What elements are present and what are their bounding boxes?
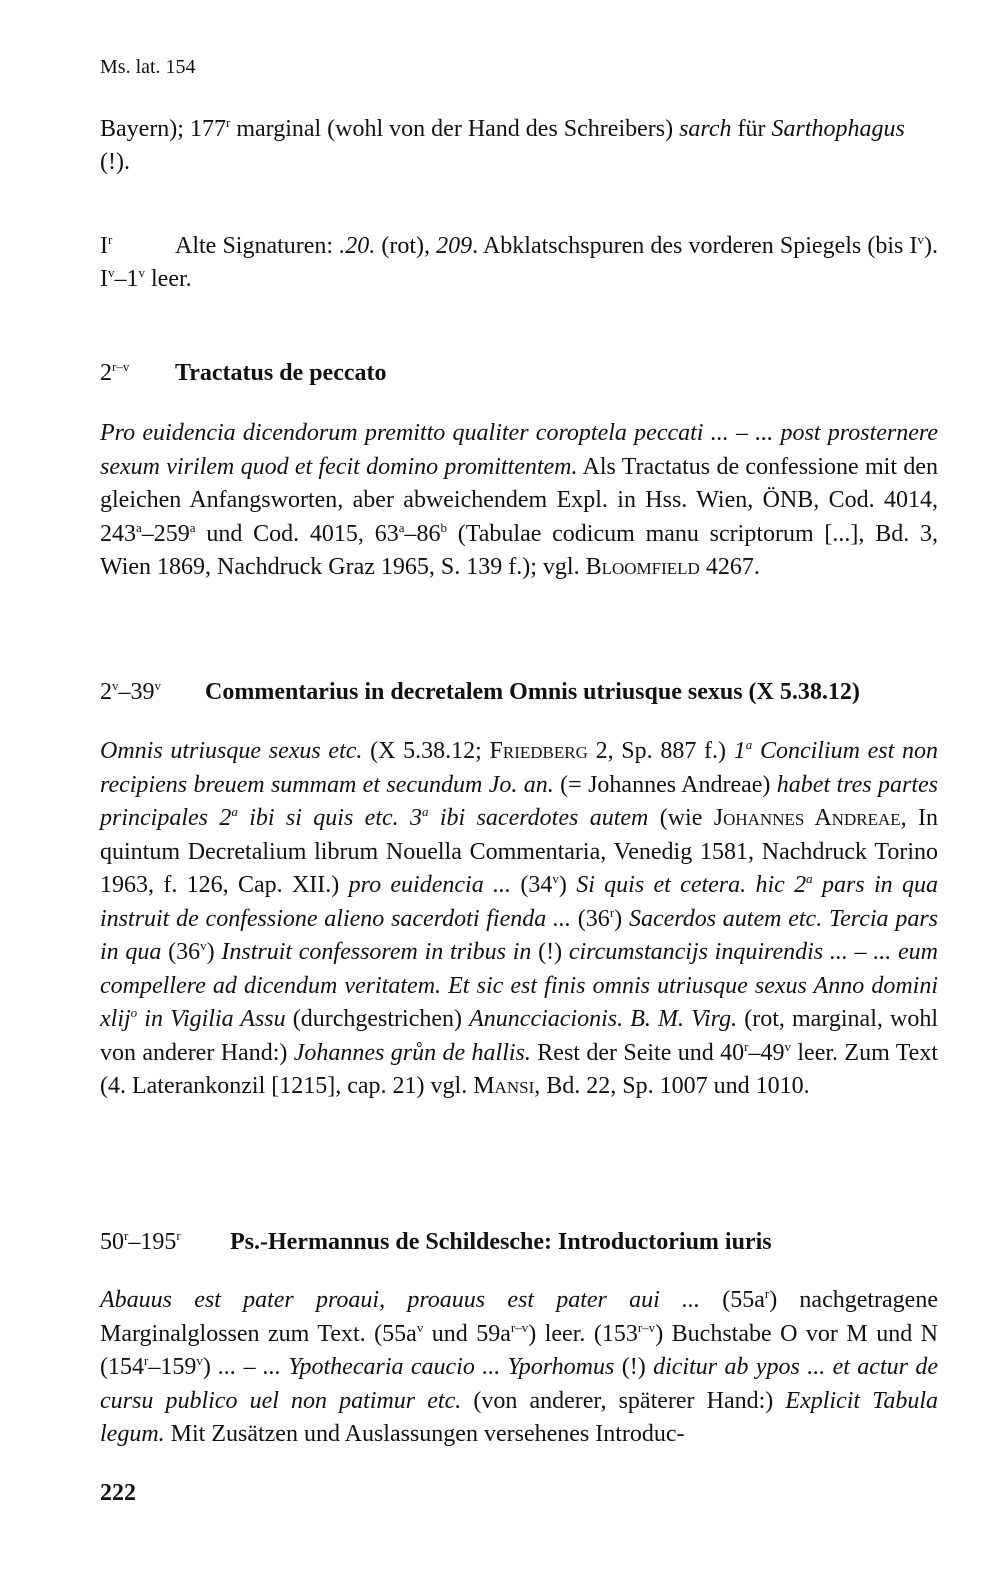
- italic-text: sarch: [679, 116, 732, 142]
- folio: –195: [128, 1229, 177, 1255]
- sup: v: [784, 1038, 791, 1054]
- text: (von anderer, späterer Hand:): [461, 1387, 786, 1414]
- italic-text: pars in qua instruit de confessione alieno sacerdoti fienda ...: [100, 872, 938, 932]
- incipit: Omnis utriusque sexus etc.: [100, 738, 363, 764]
- continuation-paragraph: [100, 113, 938, 179]
- text: ): [206, 939, 222, 965]
- text: , Bd. 22, Sp. 1007 und 1010.: [534, 1073, 810, 1099]
- text: ): [558, 872, 577, 898]
- sup: v: [112, 678, 119, 693]
- page-number: 222: [100, 1480, 136, 1506]
- text: (Tabulae codicum manu scriptorum [...], Bd. 3, Wien 1869, Nachdruck Graz 1965, S. 139 f.); vgl.: [100, 520, 938, 580]
- text: (wie: [648, 805, 714, 831]
- italic-text: Sarthophagus: [771, 116, 905, 142]
- text: (X 5.38.12;: [362, 738, 490, 764]
- text: Bayern); 177: [100, 116, 226, 142]
- text: leer.: [145, 266, 192, 292]
- small-caps-text: Johannes Andreae: [713, 805, 901, 831]
- text: –259: [141, 520, 190, 547]
- sup: v: [917, 232, 924, 247]
- text: –49: [748, 1039, 785, 1066]
- small-caps-text: Mansi: [473, 1073, 535, 1099]
- sup: r: [176, 1228, 181, 1243]
- text: (!): [531, 939, 569, 965]
- italic-text: dicitur ab ypos ... et actur de cursu publico uel non patimur etc.: [100, 1354, 938, 1414]
- folio-label: [100, 230, 175, 263]
- folio-label: [100, 1226, 230, 1259]
- entry-title: Ps.-Hermannus de Schildesche: Introductorium iuris: [230, 1229, 772, 1255]
- text: (rot, marginal, wohl von anderer Hand:): [100, 1006, 938, 1066]
- text: leer. Zum Text (4. Laterankonzil [1215], cap. 21) vgl.: [100, 1039, 939, 1099]
- text: –86: [404, 520, 441, 547]
- text: , In quintum Decretalium librum Nouella Commentaria, Venedig 1581, Nachdruck Torino 1963, f. 126, Cap. XII.): [100, 805, 938, 898]
- text: ): [202, 1354, 219, 1380]
- text: –1: [114, 266, 139, 292]
- folio-label: [100, 357, 175, 390]
- text: und 59a: [423, 1320, 511, 1347]
- text: ) Buchstabe O vor M und N (154: [100, 1320, 939, 1380]
- running-header: Ms. lat. 154: [100, 56, 196, 78]
- entry-title: Tractatus de peccato: [175, 360, 387, 386]
- italic-text: .20.: [339, 233, 376, 259]
- italic-text: habet tres partes principales 2: [100, 771, 938, 831]
- folio-label: [100, 676, 205, 709]
- sup: a: [422, 804, 429, 819]
- italic-text: ibi si quis etc. 3: [237, 805, 423, 831]
- sup: b: [440, 519, 447, 535]
- small-caps-text: Bloomfield: [585, 554, 700, 580]
- text: (rot),: [375, 233, 437, 259]
- text: . Abklatschspuren des vorderen Spiegels (bis I: [472, 233, 918, 259]
- text: (!).: [100, 149, 130, 175]
- sup: r: [744, 1038, 749, 1054]
- incipit: Abauus est pater proaui, proauus est pater aui ...: [100, 1287, 700, 1313]
- text: Alte Signaturen:: [175, 233, 340, 259]
- sup: r–v: [112, 359, 130, 374]
- sup: v: [154, 678, 161, 693]
- text: ) leer. (153: [528, 1320, 638, 1347]
- sup: o: [130, 1005, 138, 1020]
- text: Als Tractatus de confessione mit den gleichen Anfangsworten, aber abweichendem Expl. in Hss. Wien, ÖNB, Cod. 4014, 243: [100, 453, 938, 547]
- sup: r–v: [637, 1319, 656, 1335]
- sup: a: [231, 804, 238, 819]
- sup: v: [138, 265, 145, 280]
- italic-text: ibi sacerdotes autem: [428, 805, 649, 831]
- italic-text: Si quis et cetera. hic 2: [576, 872, 807, 898]
- incipit: Pro euidencia dicendorum premitto qualiter coroptela peccati ... – ... post prosternere sexum virilem quod et fecit domino promittentem.: [100, 420, 938, 480]
- italic-text: Johannes grůn de hallis.: [293, 1039, 531, 1066]
- sup: a: [806, 871, 813, 886]
- text: ): [614, 905, 629, 932]
- entry-body-4: [100, 1284, 938, 1452]
- entry-folio-I: [100, 230, 938, 296]
- sup: r: [764, 1286, 770, 1301]
- folio: –39: [118, 679, 155, 705]
- entry-body-2: [100, 417, 938, 585]
- sup: r: [609, 904, 615, 920]
- sup: a: [398, 519, 405, 535]
- sup: v: [552, 871, 559, 886]
- sup: r: [225, 115, 231, 130]
- text: –159: [148, 1354, 197, 1380]
- text: (!): [614, 1354, 654, 1380]
- entry-title: Commentarius in decretalem Omnis utriusque sexus (X 5.38.12): [205, 679, 860, 705]
- sup: v: [196, 1353, 203, 1368]
- text: und Cod. 4015, 63: [195, 520, 399, 547]
- italic-text: Explicit Tabula legum.: [100, 1387, 938, 1447]
- text: (36: [161, 939, 201, 965]
- text: Rest der Seite und 40: [530, 1039, 745, 1066]
- italic-text: Instruit confessorem in tribus in: [221, 939, 532, 965]
- small-caps-text: Friedberg: [489, 738, 588, 764]
- italic-text: circumstancijs inquirendis ... – ... eum compellere ad dicendum veritatem. Et sic est finis omnis utriusque sexus Anno domini xlij: [100, 939, 939, 1032]
- entry-heading-2: [100, 357, 938, 390]
- italic-text: pro euidencia ...: [348, 872, 512, 898]
- sup: r: [124, 1228, 129, 1243]
- italic-text: Sacerdos autem etc. Tercia pars in qua: [100, 905, 939, 965]
- text: (durchgestrichen): [285, 1006, 470, 1032]
- text: (55a: [699, 1287, 765, 1313]
- text: ). I: [100, 233, 938, 292]
- sup: v: [200, 938, 207, 953]
- text: 4267.: [699, 554, 760, 580]
- sup: v: [108, 265, 115, 280]
- italic-text: Concilium est non recipiens breuem summam et secundum Jo. an.: [100, 738, 938, 798]
- text: (36: [571, 905, 610, 932]
- sup: v: [416, 1319, 424, 1335]
- text: ) nachgetragene Marginalglossen zum Text. (55a: [100, 1287, 938, 1347]
- sup: a: [189, 519, 196, 535]
- text: marginal (wohl von der Hand des Schreibers): [230, 116, 680, 142]
- italic-text: 209: [436, 233, 473, 259]
- folio: 2: [100, 360, 112, 386]
- italic-text: in Vigilia Assu: [137, 1006, 286, 1032]
- text: Mit Zusätzen und Auslassungen versehenes Introduc-: [164, 1421, 685, 1447]
- sup: r–v: [510, 1319, 529, 1335]
- italic-text: 1: [733, 738, 746, 764]
- sup: a: [136, 519, 142, 535]
- italic-text: ... – ... Ypothecaria caucio ... Yporhomus: [218, 1354, 615, 1380]
- entry-heading-4: [100, 1226, 938, 1259]
- italic-text: Anuncciacionis. B. M. Virg.: [469, 1006, 738, 1032]
- text: (34: [511, 872, 553, 898]
- sup: a: [745, 737, 753, 752]
- folio: I: [100, 233, 108, 259]
- entry-heading-3: [100, 676, 938, 709]
- folio: 50: [100, 1229, 124, 1255]
- text: (= Johannes Andreae): [553, 771, 777, 798]
- folio: 2: [100, 679, 112, 705]
- sup: r: [144, 1353, 149, 1368]
- sup: r: [108, 232, 113, 247]
- entry-body-3: [100, 735, 938, 1104]
- text: für: [731, 116, 772, 142]
- text: 2, Sp. 887 f.): [587, 738, 734, 764]
